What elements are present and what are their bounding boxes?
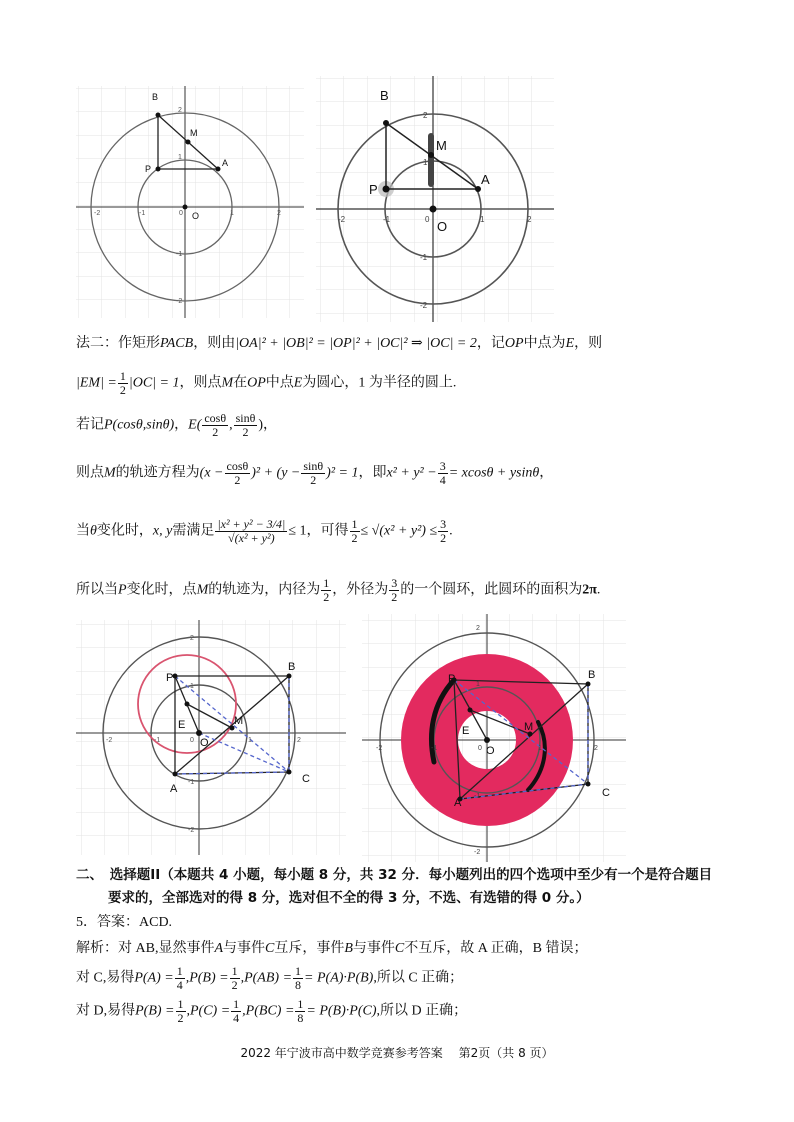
text-line-2: |EM| = $\frac{1}{2}$ |OC| = 1，则点M在OP中点E为圆心，1 为半径的圆上.	[76, 369, 457, 397]
svg-text:0: 0	[190, 737, 194, 744]
text-line-6: 所以当P变化时，点M的轨迹为，内径为 $\frac{1}{2}$ ，外径为 $\frac{3}{2}$ 的一个圆环，此圆环的面积为2π.	[76, 576, 601, 604]
label-O: O	[437, 219, 448, 234]
svg-text:0: 0	[478, 745, 482, 752]
label-B: B	[152, 92, 159, 102]
label-M: M	[190, 128, 198, 138]
svg-text:2: 2	[178, 107, 182, 114]
text-line-5: 当θ变化时，x, y需满足 $\frac{\text{|x² + y² − 3/4|}}{\text{√(x² + y²)}}$ ≤ 1，可得 $\frac{1}{2}$ ≤ √(x² + y²) ≤ $\frac{3}{2}$ .	[76, 517, 453, 545]
figure-4	[362, 614, 626, 862]
section-heading-line-2: 要求的，全部选对的得 8 分，选对但不全的得 3 分，不选、有选错的得 0 分。）	[108, 890, 590, 906]
section-heading-line-1: 二、 选择题II（本题共 4 小题，每小题 8 分，共 32 分．每小题列出的四个选项中至少有一个是符合题目	[76, 867, 713, 883]
label-P: P	[166, 672, 174, 684]
label-O: O	[200, 737, 209, 749]
label-O: O	[486, 745, 495, 757]
svg-text:-1: -1	[176, 251, 183, 258]
svg-text:1: 1	[423, 158, 428, 167]
label-B: B	[380, 88, 389, 103]
label-B: B	[288, 661, 296, 673]
svg-text:-1: -1	[431, 745, 438, 752]
label-B: B	[588, 669, 596, 681]
svg-text:-2: -2	[188, 827, 195, 834]
label-P: P	[145, 164, 152, 174]
label-P: P	[448, 673, 456, 685]
svg-text:2: 2	[527, 215, 532, 224]
svg-text:0: 0	[425, 215, 430, 224]
text-line-3: 若记P(cosθ,sinθ)，E( $\frac{\cos\theta}{2}$ , $\frac{\sin\theta}{2}$ )，	[76, 411, 278, 439]
svg-text:0: 0	[179, 210, 183, 217]
svg-text:1: 1	[476, 681, 480, 688]
svg-text:2: 2	[476, 625, 480, 632]
svg-text:-2: -2	[106, 737, 113, 744]
answer-title: 5．答案：ACD.	[76, 915, 173, 930]
label-M: M	[234, 715, 244, 727]
label-E: E	[178, 719, 186, 731]
svg-text:2: 2	[190, 635, 194, 642]
answer-line-3: 对 D,易得P(B) = $\frac{1}{2}$ ,P(C) = $\frac{1}{4}$ ,P(BC) = $\frac{1}{8}$ = P(B)·P(C),所以 D 正确；	[76, 997, 468, 1025]
page-footer: 2022 年宁波市高中数学竞赛参考答案 第2页（共 8 页）	[240, 1046, 554, 1060]
svg-text:-1: -1	[139, 210, 146, 217]
svg-text:-1: -1	[383, 215, 391, 224]
label-A: A	[454, 797, 462, 809]
svg-text:-2: -2	[94, 210, 101, 217]
svg-text:1: 1	[248, 737, 252, 744]
label-A: A	[170, 783, 178, 795]
answer-line-1: 解析：对 AB,显然事件A与事件C互斥，事件B与事件C不互斥，故 A 正确，B 错误；	[76, 941, 588, 956]
svg-text:-2: -2	[176, 298, 183, 305]
label-M: M	[524, 721, 534, 733]
svg-text:2: 2	[594, 745, 598, 752]
label-M: M	[436, 138, 447, 153]
svg-text:-2: -2	[420, 301, 428, 310]
label-A: A	[481, 172, 490, 187]
svg-text:-1: -1	[188, 779, 195, 786]
svg-text:1: 1	[230, 210, 234, 217]
figure-3	[76, 620, 346, 855]
text-line-1: 法二：作矩形PACB，则由|OA|² + |OB|² = |OP|² + |OC|² ⇒ |OC| = 2，记OP中点为E，则	[76, 336, 603, 351]
svg-text:-1: -1	[420, 253, 428, 262]
label-P: P	[369, 182, 378, 197]
label-C: C	[302, 773, 310, 785]
svg-text:-1: -1	[154, 737, 161, 744]
figure-2	[316, 76, 554, 322]
svg-text:1: 1	[480, 215, 485, 224]
svg-text:2: 2	[297, 737, 301, 744]
svg-text:-2: -2	[338, 215, 346, 224]
svg-text:2: 2	[277, 210, 281, 217]
label-C: C	[602, 787, 610, 799]
svg-text:-2: -2	[376, 745, 383, 752]
svg-text:1: 1	[190, 683, 194, 690]
text-line-4: 则点M的轨迹方程为(x − $\frac{\cos\theta}{2}$ )² + (y − $\frac{\sin\theta}{2}$ )² = 1，即x² + y² − $\frac{3}{4}$ = xcosθ + ysinθ，	[76, 459, 554, 487]
svg-text:1: 1	[178, 154, 182, 161]
svg-text:1: 1	[538, 745, 542, 752]
figure-1	[76, 86, 304, 318]
answer-line-2: 对 C,易得P(A) = $\frac{1}{4}$ ,P(B) = $\frac{1}{2}$ ,P(AB) = $\frac{1}{8}$ = P(A)·P(B),所以 C 正确；	[76, 964, 464, 992]
svg-text:-2: -2	[474, 849, 481, 856]
svg-text:2: 2	[423, 111, 428, 120]
svg-text:-1: -1	[474, 793, 481, 800]
label-E: E	[462, 725, 470, 737]
label-O: O	[192, 211, 200, 221]
label-A: A	[222, 158, 229, 168]
